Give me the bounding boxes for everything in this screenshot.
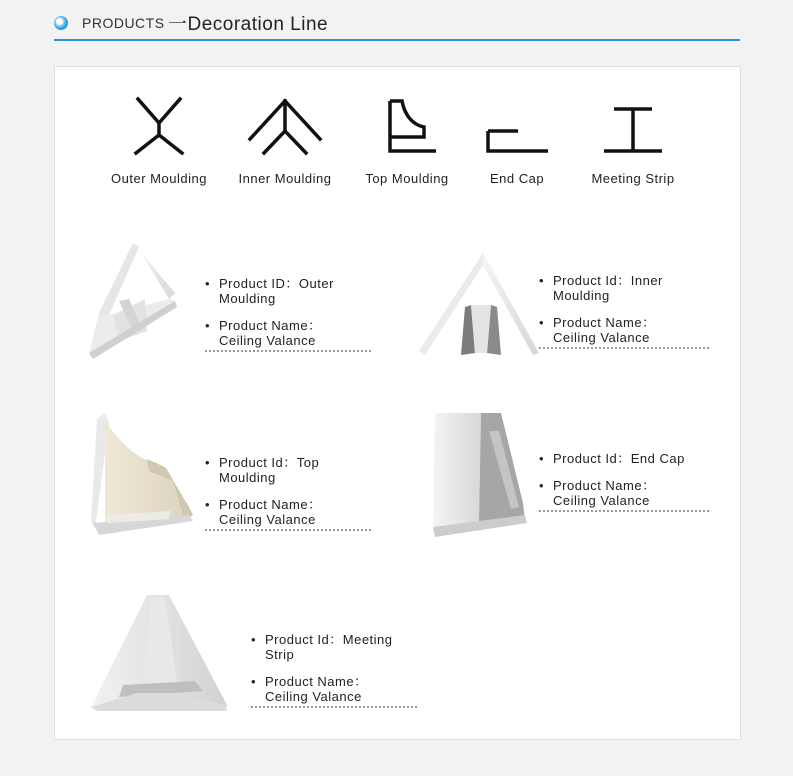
- bullet: •: [205, 497, 211, 512]
- profile-label: Meeting Strip: [591, 171, 675, 186]
- product-name-value: Ceiling Valance: [265, 689, 362, 704]
- profile-label: Inner Moulding: [238, 171, 332, 186]
- content-panel: [54, 66, 741, 740]
- bullet-dot-icon: [54, 16, 68, 30]
- product-name-label: Product Name：: [219, 497, 322, 512]
- profile-end-cap: [457, 91, 577, 186]
- bullet: •: [251, 674, 257, 689]
- product-id: Product Id：Top Moulding: [219, 455, 320, 485]
- product-info-inner-moulding: [539, 273, 709, 349]
- profile-top-moulding: [347, 91, 467, 186]
- profile-meeting-strip: [573, 91, 693, 186]
- product-name-label: Product Name：: [219, 318, 322, 333]
- product-info-outer-moulding: [205, 276, 371, 352]
- profile-label: Outer Moulding: [111, 171, 207, 186]
- product-name-value: Ceiling Valance: [553, 493, 650, 508]
- inner-moulding-photo: [419, 251, 539, 357]
- dotted-divider: [251, 706, 417, 708]
- product-name-value: Ceiling Valance: [219, 333, 316, 348]
- product-id: Product Id：Inner Moulding: [553, 273, 663, 303]
- inner-moulding-icon: [240, 91, 330, 161]
- meeting-strip-icon: [598, 91, 668, 161]
- product-name-value: Ceiling Valance: [553, 330, 650, 345]
- product-info-meeting-strip: [251, 632, 417, 708]
- dotted-divider: [539, 510, 709, 512]
- bullet: •: [539, 451, 545, 466]
- bullet: •: [205, 455, 211, 470]
- profile-inner-moulding: [225, 91, 345, 186]
- bullet: •: [205, 318, 211, 333]
- page-title: 一Decoration Line: [168, 14, 329, 35]
- dotted-divider: [205, 350, 371, 352]
- product-name-label: Product Name：: [553, 315, 656, 330]
- end-cap-photo: [431, 411, 529, 537]
- product-id: Product ID：Outer Moulding: [219, 276, 334, 306]
- top-moulding-photo: [89, 411, 197, 537]
- product-name-value: Ceiling Valance: [219, 512, 316, 527]
- dotted-divider: [539, 347, 709, 349]
- bullet: •: [251, 632, 257, 647]
- header-divider: [54, 39, 740, 41]
- profile-label: End Cap: [489, 171, 545, 186]
- dotted-divider: [205, 529, 371, 531]
- profile-label: Top Moulding: [365, 171, 449, 186]
- bullet: •: [539, 315, 545, 330]
- bullet: •: [539, 478, 545, 493]
- outer-moulding-icon: [124, 91, 194, 161]
- product-id: Product Id：Meeting Strip: [265, 632, 393, 662]
- product-name-label: Product Name：: [265, 674, 368, 689]
- product-info-top-moulding: [205, 455, 371, 531]
- meeting-strip-photo: [91, 593, 231, 715]
- product-name-label: Product Name：: [553, 478, 656, 493]
- end-cap-icon: [482, 91, 552, 161]
- bullet: •: [539, 273, 545, 288]
- page-header: [54, 6, 740, 42]
- product-id: Product Id：End Cap: [553, 451, 685, 466]
- top-moulding-icon: [372, 91, 442, 161]
- bullet: •: [205, 276, 211, 291]
- outer-moulding-photo: [89, 241, 181, 359]
- product-info-end-cap: [539, 451, 709, 512]
- profile-outer-moulding: [99, 91, 219, 186]
- header-prefix: PRODUCTS: [82, 15, 165, 31]
